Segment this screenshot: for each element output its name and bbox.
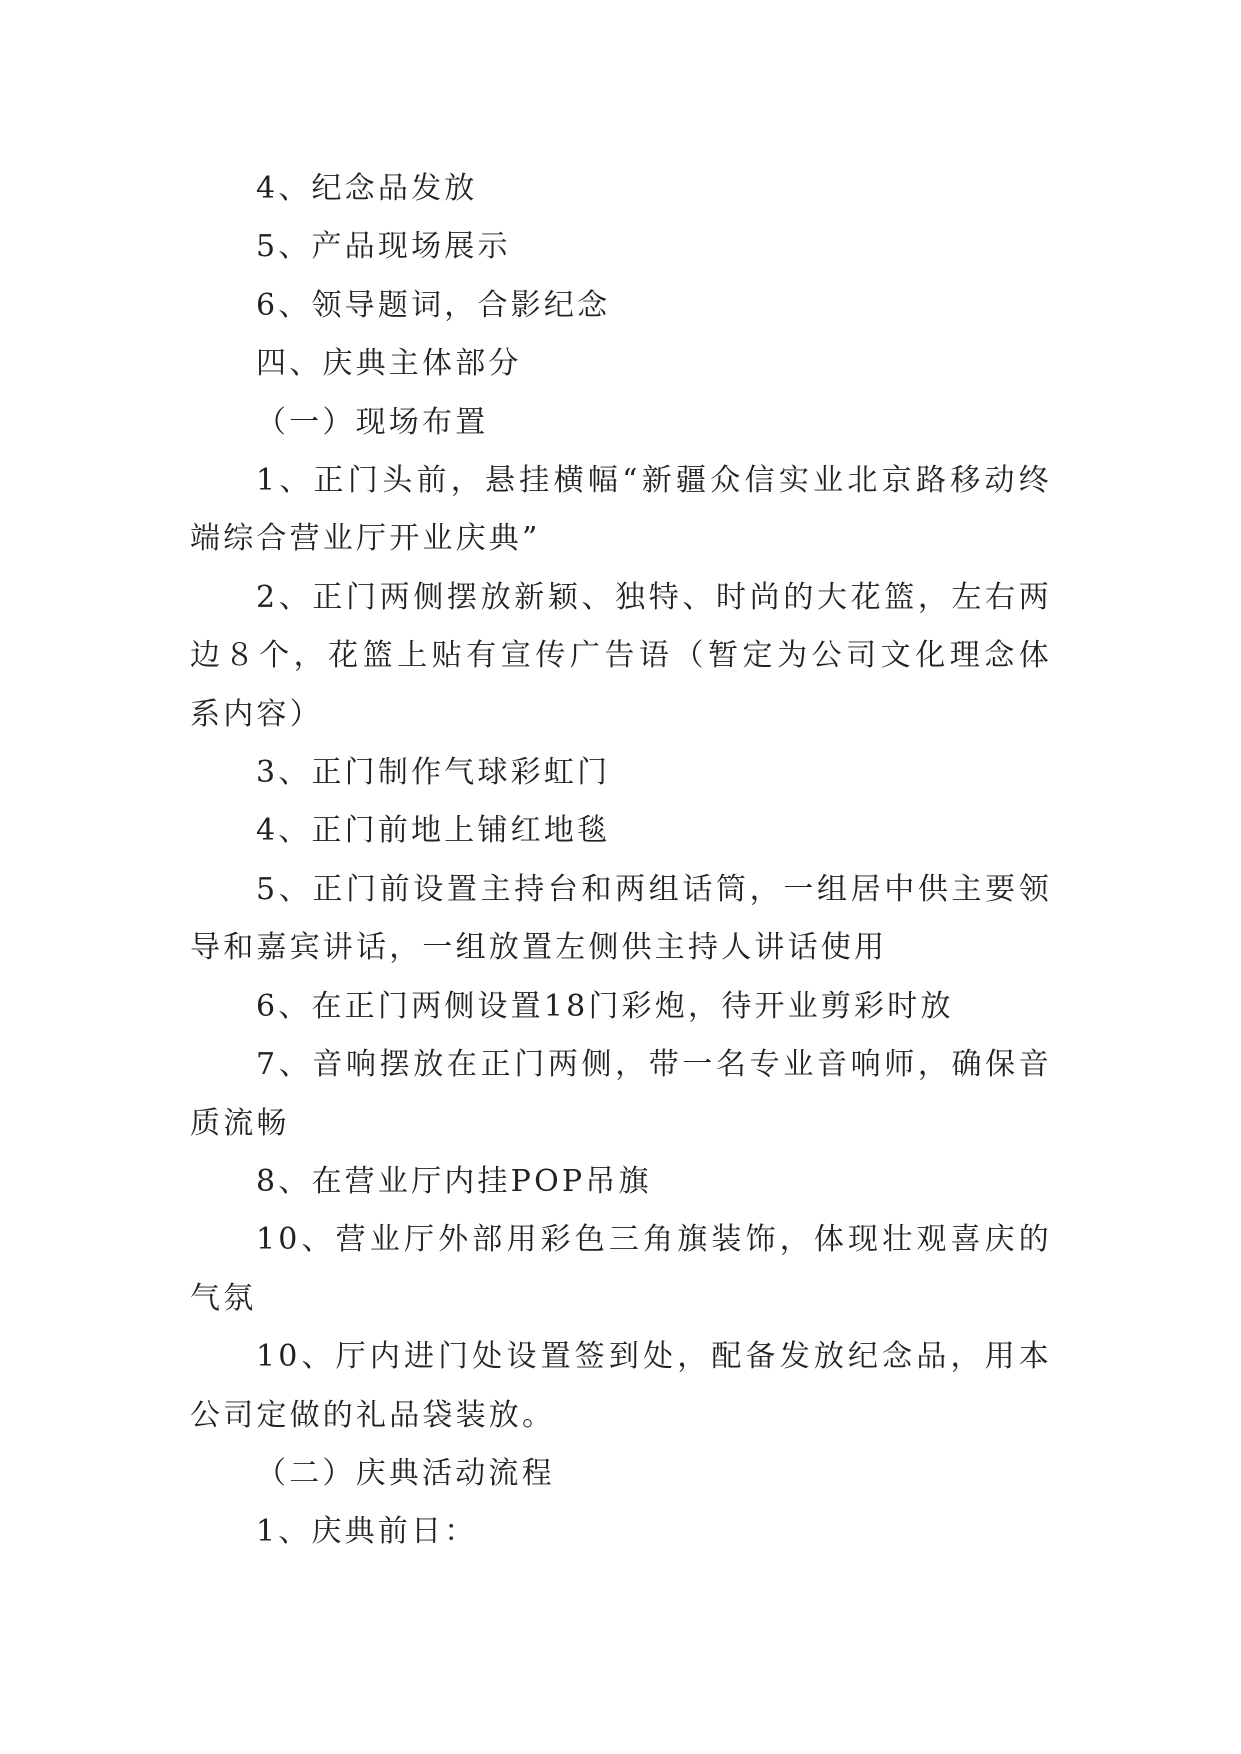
list-item-salute-cannons: 6、在正门两侧设置18门彩炮，待开业剪彩时放 bbox=[256, 988, 954, 1024]
list-item-red-carpet: 4、正门前地上铺红地毯 bbox=[256, 813, 611, 849]
list-item-podium-microphones: 5、正门前设置主持台和两组话筒，一组居中供主要领导和嘉宾讲话，一组放置左侧供主持人讲话使用 bbox=[190, 871, 1052, 966]
list-item-flower-baskets: 2、正门两侧摆放新颖、独特、时尚的大花篮，左右两边８个，花篮上贴有宣传广告语（暂定为公司文化理念体系内容） bbox=[190, 579, 1052, 732]
list-item-pop-flags: 8、在营业厅内挂POP吊旗 bbox=[256, 1163, 652, 1199]
section-heading-main-ceremony: 四、庆典主体部分 bbox=[256, 346, 522, 382]
list-item-leader-inscription: 6、领导题词，合影纪念 bbox=[256, 287, 611, 323]
list-item-day-before: 1、庆典前日： bbox=[256, 1514, 478, 1550]
subsection-heading-ceremony-process: （二）庆典活动流程 bbox=[256, 1455, 555, 1491]
subsection-heading-venue-setup: （一）现场布置 bbox=[256, 404, 489, 440]
list-item-product-display: 5、产品现场展示 bbox=[256, 229, 511, 265]
list-item-banner: 1、正门头前，悬挂横幅“新疆众信实业北京路移动终端综合营业厅开业庆典” bbox=[190, 463, 1052, 557]
list-item-sound-system: 7、音响摆放在正门两侧，带一名专业音响师，确保音质流畅 bbox=[190, 1047, 1052, 1141]
list-item-sign-in-desk: 10、厅内进门处设置签到处，配备发放纪念品，用本公司定做的礼品袋装放。 bbox=[190, 1339, 1052, 1433]
document-body bbox=[190, 160, 1052, 1562]
list-item-souvenir-distribution: 4、纪念品发放 bbox=[256, 171, 478, 206]
list-item-triangle-flags: 10、营业厅外部用彩色三角旗装饰，体现壮观喜庆的气氛 bbox=[190, 1222, 1052, 1316]
list-item-balloon-arch: 3、正门制作气球彩虹门 bbox=[256, 755, 611, 791]
